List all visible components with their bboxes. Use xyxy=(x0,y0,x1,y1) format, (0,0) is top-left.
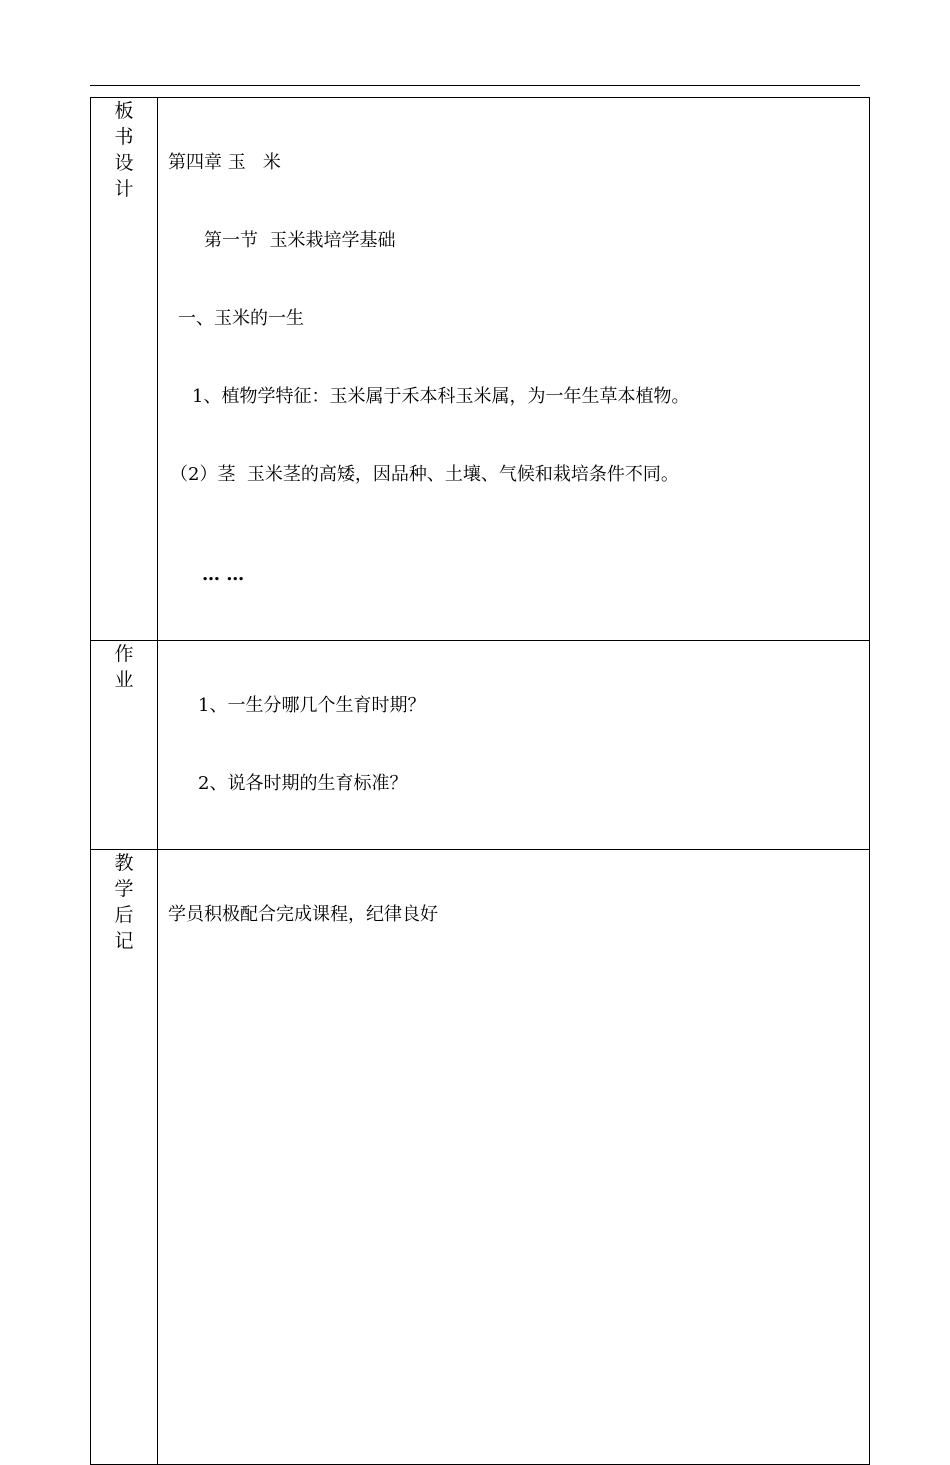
point-stem: （2）茎 玉米茎的高矮，因品种、土壤、气候和栽培条件不同。 xyxy=(170,464,679,485)
heading-one: 一、玉米的一生 xyxy=(178,308,304,329)
chapter-title: 第四章 玉 米 xyxy=(168,152,281,173)
ellipsis-text: … … xyxy=(202,564,245,585)
homework-question: 1、一生分哪几个生育时期？ xyxy=(198,695,426,716)
homework-content xyxy=(158,641,869,849)
reflection-content xyxy=(158,850,869,980)
header-rule xyxy=(90,85,860,86)
board-design-content-cell xyxy=(158,98,870,641)
homework-label: 作业 xyxy=(114,643,134,691)
reflection-row xyxy=(91,850,870,1465)
board-design-label: 板书设计 xyxy=(114,100,134,200)
reflection-content-cell xyxy=(158,850,870,1465)
homework-row xyxy=(91,641,870,850)
reflection-text: 学员积极配合完成课程，纪律良好 xyxy=(168,904,438,925)
homework-label-cell xyxy=(91,641,158,850)
board-design-row xyxy=(91,98,870,641)
homework-question: 2、说各时期的生育标准？ xyxy=(198,773,408,794)
board-design-content xyxy=(158,98,869,640)
point-botany: 1、植物学特征：玉米属于禾本科玉米属，为一年生草本植物。 xyxy=(192,386,690,407)
lesson-plan-table xyxy=(90,97,870,1465)
reflection-label-cell xyxy=(91,850,158,1465)
reflection-label: 教学后记 xyxy=(114,852,134,952)
homework-content-cell xyxy=(158,641,870,850)
section-title: 第一节 玉米栽培学基础 xyxy=(204,230,396,251)
board-design-label-cell xyxy=(91,98,158,641)
